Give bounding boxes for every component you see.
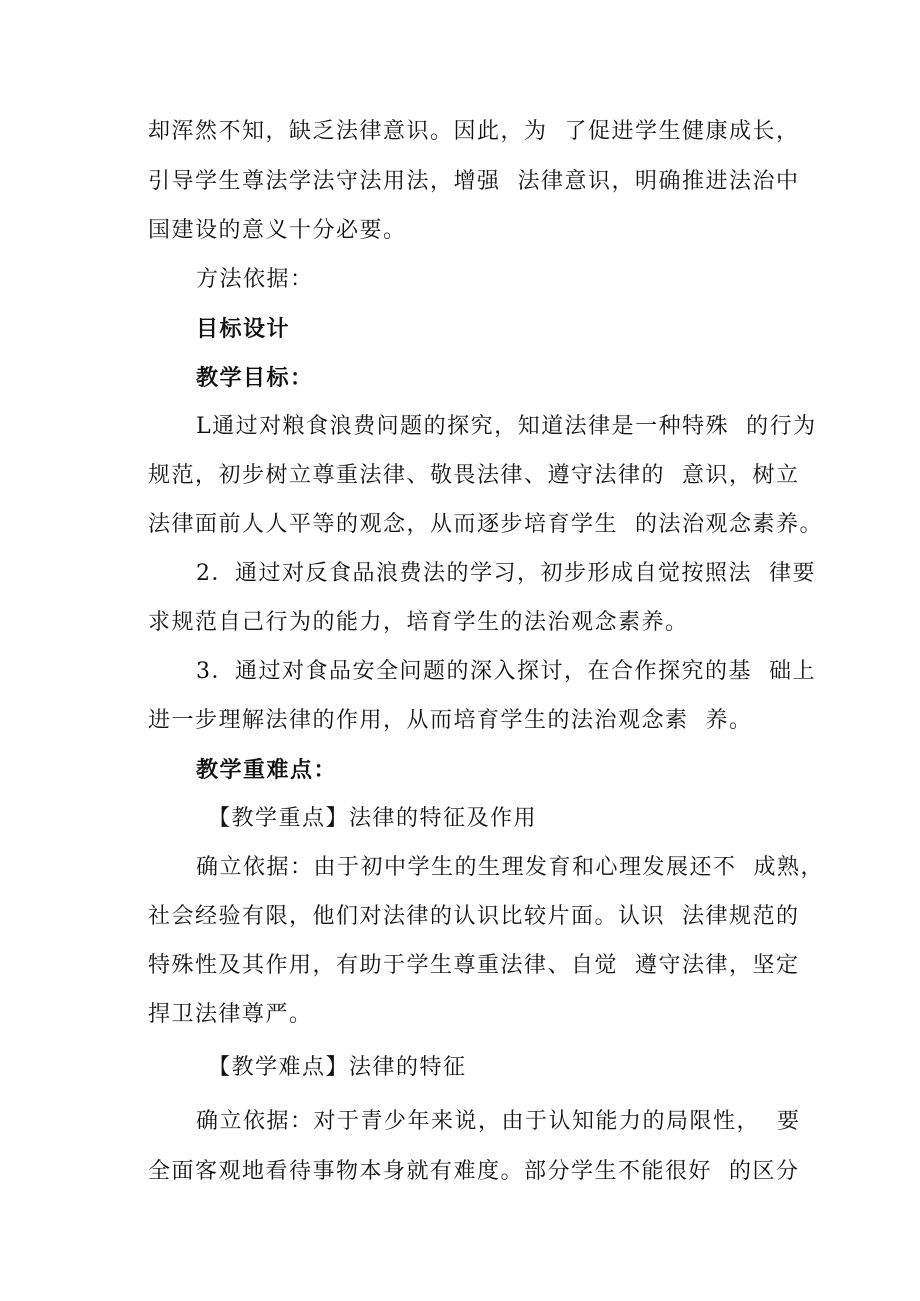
section-heading-teaching-goals: 教学目标： xyxy=(196,365,314,391)
body-text-line: 却浑然不知，缺乏法律意识。因此，为 了促进学生健康成长， xyxy=(148,119,800,144)
goal-2-line: 2．通过对反食品浪费法的学习，初步形成自觉按照法 律要 xyxy=(196,561,816,586)
key-point-basis-line: 捍卫法律尊严。 xyxy=(148,1002,313,1027)
difficult-point-heading: 【教学难点】法律的特征 xyxy=(208,1055,467,1080)
goal-1-line: L通过对粮食浪费问题的探究，知道法律是一种特殊 的行为 xyxy=(196,414,817,439)
goal-2-line: 求规范自己行为的能力，培育学生的法治观念素养。 xyxy=(148,610,689,635)
body-text-line: 引导学生尊法学法守法用法，增强 法律意识，明确推进法治中 xyxy=(148,169,800,194)
difficult-point-basis-line: 全面客观地看待事物本身就有难度。部分学生不能很好 的区分 xyxy=(148,1159,800,1184)
key-point-basis-line: 社会经验有限，他们对法律的认识比较片面。认识 法律规范的 xyxy=(148,904,800,929)
key-point-basis-line: 特殊性及其作用，有助于学生尊重法律、自觉 遵守法律，坚定 xyxy=(148,953,800,978)
section-heading-key-difficult-points: 教学重难点： xyxy=(196,757,338,783)
section-heading-goal-design: 目标设计 xyxy=(196,316,291,342)
goal-3-line: 3．通过对食品安全问题的深入探讨，在合作探究的基 础上 xyxy=(196,659,816,684)
method-basis-label: 方法依据： xyxy=(196,267,314,292)
goal-1-line: 规范，初步树立尊重法律、敬畏法律、遵守法律的 意识，树立 xyxy=(148,463,800,488)
key-point-basis-line: 确立依据：由于初中学生的生理发育和心理发展还不 成熟， xyxy=(196,855,824,880)
difficult-point-basis-line: 确立依据：对于青少年来说，由于认知能力的局限性， 要 xyxy=(196,1109,801,1134)
goal-1-line: 法律面前人人平等的观念，从而逐步培育学生 的法治观念素养。 xyxy=(148,512,823,537)
body-text-line: 国建设的意义十分必要。 xyxy=(148,218,407,243)
key-point-heading: 【教学重点】法律的特征及作用 xyxy=(208,806,538,831)
goal-3-line: 进一步理解法律的作用，从而培育学生的法治观念素 养。 xyxy=(148,708,753,733)
